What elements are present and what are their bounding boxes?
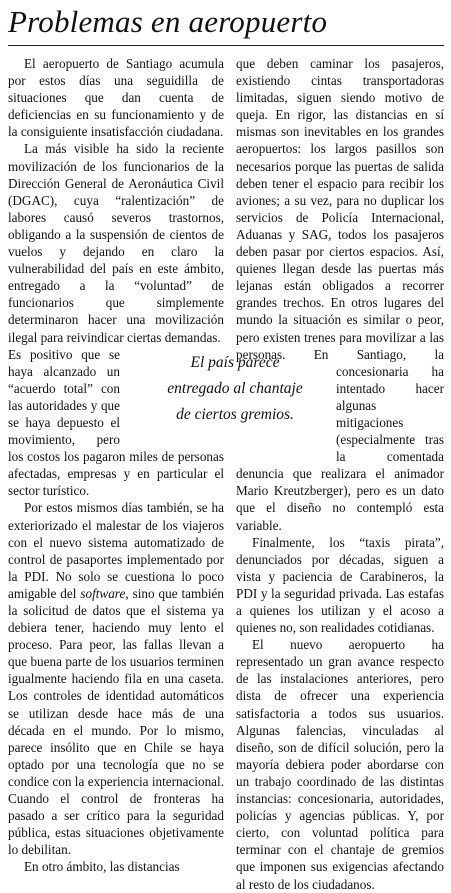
pull-quote — [136, 350, 334, 428]
pull-quote-line-3: de ciertos gremios. — [176, 406, 294, 423]
right-paragraph-3: El nuevo aeropuerto ha representado un gran avance respecto de las instalaciones anteriores, pero dista de ofrecer una experiencia satisfactoria a todos sus usuarios. Algunas falencias, vinculadas al diseño, son de difícil solución, pero la mayoría debiera poder abordarse con un trabajo coordinado de las distintas instancias: concesionaria, autoridades, policías y agencias públicas. Y, por cierto, con voluntad política para terminar con el chantaje de gremios que imponen sus exigencias afectando al resto de los ciudadanos. — [236, 637, 444, 892]
left-paragraph-4-start: Por estos mismos días también, se ha exteriorizado el malestar de los viajeros con el nuevo sistema automatizado de control de pasaportes implementado por la PDI. No solo se cuestiona lo poco amigable del — [8, 500, 224, 601]
left-paragraph-3: Es positivo que se haya alcanzado un “acuerdo total” con las autoridades y que se haya depuesto el movimiento, pero los costos los pagaron miles de personas afectadas, empresas y en particular el sector turístico. — [8, 346, 224, 499]
left-paragraph-5: En otro ámbito, las distancias — [24, 859, 180, 875]
right-column — [236, 55, 444, 893]
title-rule — [8, 45, 444, 46]
right-paragraph-1 — [236, 55, 444, 534]
left-paragraph-4-end: , sino que también la solicitud de datos que el sistema ya debiera tener, haciendo muy lento el proceso. Para peor, las fallas llevan a que buena parte de los usuarios terminen igualmente haciendo fila en una caseta. Los controles de identidad automáticos se utilizan desde hace más de una década en el mundo. Por lo mismo, parece insólito que en Chile se haya optado por una tecnología que no se condice con la experiencia internacional. Cuando el control de fronteras ha pasado a ser crítico para la seguridad pública, estas situaciones objetivamente lo debilitan. — [8, 585, 224, 858]
right-paragraph-2: Finalmente, los “taxis pirata”, denunciados por décadas, siguen a vista y paciencia de Carabineros, la PDI y la seguridad privada. Las estafas a quienes los utilizan y el acoso a quienes no, son realidades cotidianas. — [236, 534, 444, 636]
left-paragraph-2: La más visible ha sido la reciente movilización de los funcionarios de la Dirección General de Aeronáutica Civil (DGAC), cuya “ralentización” de labores causó severos trastornos, obligando a la suspensión de cientos de vuelos y dejando en claro la vulnerabilidad del país en este ámbito, entregado a la “voluntad” de funcionarios que simplemente determinaron hacer una movilización ilegal para reivindicar ciertas demandas. — [8, 141, 224, 345]
left-paragraph-4 — [8, 499, 224, 858]
pull-quote-line-1: El país parece — [190, 354, 280, 371]
page-title: Problemas en aeropuerto — [8, 4, 328, 39]
pull-quote-line-2: entregado al chantaje — [167, 380, 303, 397]
right-paragraph-1-text: que deben caminar los pasajeros, existiendo cintas transportadoras limitadas, siguen siendo motivo de queja. En rigor, las distancias en sí mismas son inevitables en los grandes aeropuertos: los largos pasillos son necesarios porque las puertas de salida deben tener el espacio para recibir los aviones; a su vez, para no duplicar los servicios de Policía Internacional, Aduanas y SAG, todos los pasajeros deben pasar por ciertos espacios. Así, quienes llegan desde las puertas más lejanas están obligados a recorrer grandes trechos. En otros lugares del mundo la situación es similar o peor, pero existen trenes para movilizar a las personas. En Santiago, la concesionaria ha intentado hacer algunas mitigaciones (especialmente tras la comentada denuncia que realizara el animador Mario Kreutzberger), pero es un dato que el diseño no contempló esta variable. — [236, 56, 444, 533]
left-paragraph-1: El aeropuerto de Santiago acumula por estos días una seguidilla de situaciones que dan cuenta de deficiencias en su funcionamiento y de la consiguiente insatisfacción ciudadana. — [8, 56, 224, 140]
software-word: software — [80, 585, 126, 601]
left-column — [8, 55, 224, 876]
